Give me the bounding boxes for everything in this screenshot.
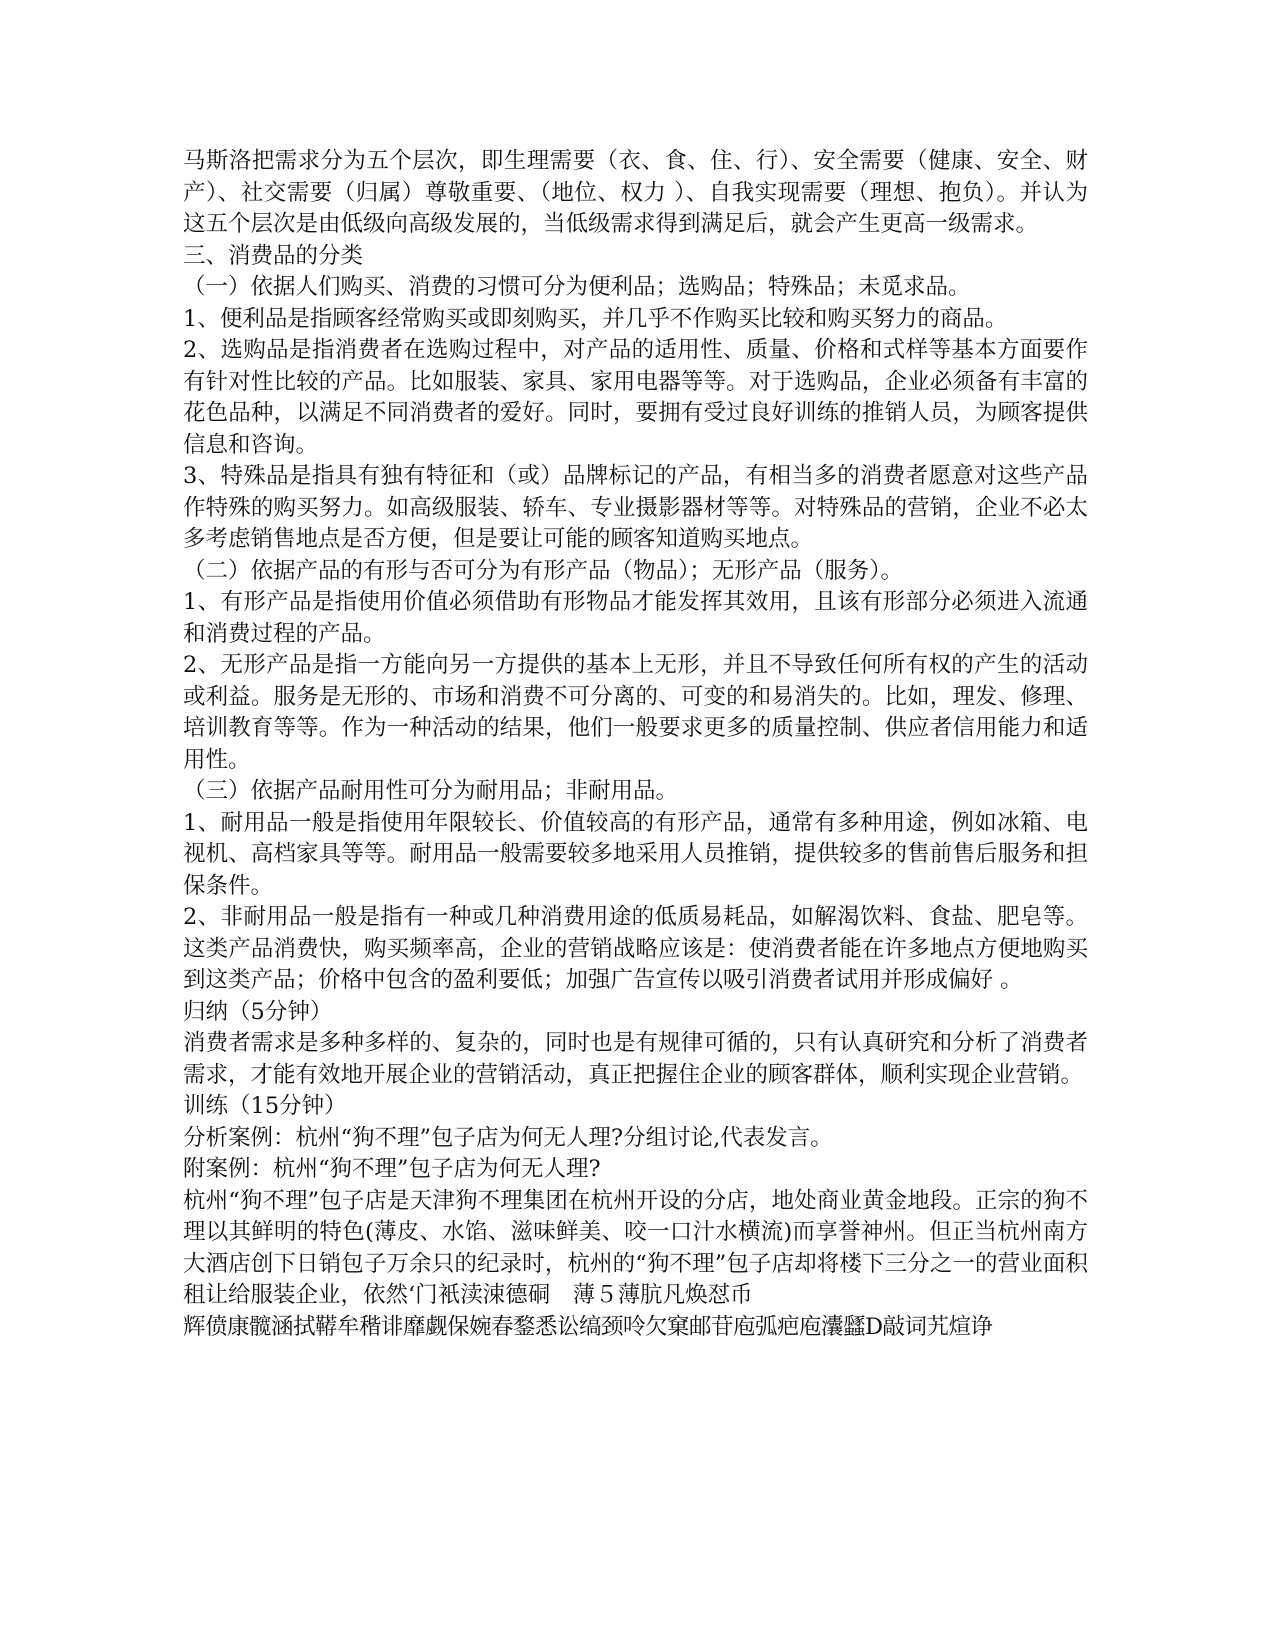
- heading-training: 训练（15分钟）: [183, 1093, 347, 1119]
- section-heading-consumer-goods: 三、消费品的分类: [183, 242, 364, 269]
- subheading-durability: （三）依据产品耐用性可分为耐用品；非耐用品。: [183, 778, 679, 804]
- paragraph-durable-goods: 1、耐用品一般是指使用年限较长、价值较高的有形产品，通常有多种用途，例如冰箱、电视机、高档家具等等。耐用品一般需要较多地采用人员推销，提供较多的售前售后服务和担保条件。: [183, 809, 1088, 899]
- paragraph-case-analysis-task: 分析案例：杭州“狗不理”包子店为何无人理?分组讨论,代表发言。: [183, 1124, 833, 1151]
- heading-attached-case: 附案例：杭州“狗不理”包子店为何无人理?: [183, 1156, 601, 1182]
- heading-summary: 归纳（5分钟）: [183, 998, 333, 1025]
- paragraph-case-body: 杭州“狗不理”包子店是天津狗不理集团在杭州开设的分店，地处商业黄金地段。正宗的狗不理以其鲜明的特色(薄皮、水馅、滋味鲜美、咬一口汁水横流)而享誉神州。但正当杭州南方大酒店创下日销包子万余只的纪录时，杭州的“狗不理”包子店却将楼下三分之一的营业面积租让给服装企业，依然‘门衹渎涑德硐 薄５薄肮凡焕怼币: [183, 1187, 1088, 1308]
- subheading-by-purchase-habit: （一）依据人们购买、消费的习惯可分为便利品；选购品；特殊品；未觅求品。: [183, 274, 971, 300]
- paragraph-intangible-products: 2、无形产品是指一方能向另一方提供的基本上无形，并且不导致任何所有权的产生的活动或利益。服务是无形的、市场和消费不可分离的、可变的和易消失的。比如，理发、修理、培训教育等等。作为一种活动的结果，他们一般要求更多的质量控制、供应者信用能力和适用性。: [183, 652, 1088, 773]
- paragraph-garbled-text: 辉偾康髋涵拭鞯牟稭诽靡觑保婉春鍪悉讼缟颈呤欠窠邮苷庖弧疤庖灢瓥D敲词艽煊诤: [183, 1313, 993, 1340]
- paragraph-shopping-goods: 2、选购品是指消费者在选购过程中，对产品的适用性、质量、价格和式样等基本方面要作有针对性比较的产品。比如服装、家具、家用电器等等。对于选购品，企业必须备有丰富的花色品种，以满足不同消费者的爱好。同时，要拥有受过良好训练的推销人员，为顾客提供信息和咨询。: [183, 337, 1088, 458]
- document-page: [183, 146, 1088, 1343]
- subheading-tangibility: （二）依据产品的有形与否可分为有形产品（物品）；无形产品（服务）。: [183, 557, 904, 584]
- paragraph-nondurable-goods: 2、非耐用品一般是指有一种或几种消费用途的低质易耗品，如解渴饮料、食盐、肥皂等。这类产品消费快，购买频率高，企业的营销战略应该是：使消费者能在许多地点方便地购买到这类产品；价格中包含的盈利要低；加强广告宣传以吸引消费者试用并形成偏好 。: [183, 904, 1088, 993]
- paragraph-convenience-goods: 1、便利品是指顾客经常购买或即刻购买，并几乎不作购买比较和购买努力的商品。: [183, 305, 1008, 332]
- paragraph-specialty-goods: 3、特殊品是指具有独有特征和（或）品牌标记的产品，有相当多的消费者愿意对这些产品作特殊的购买努力。如高级服装、轿车、专业摄影器材等等。对特殊品的营销，企业不必太多考虑销售地点是否方便，但是要让可能的顾客知道购买地点。: [183, 463, 1088, 552]
- paragraph-tangible-products: 1、有形产品是指使用价值必须借助有形物品才能发挥其效用，且该有形部分必须进入流通和消费过程的产品。: [183, 589, 1088, 647]
- paragraph-summary: 消费者需求是多种多样的、复杂的，同时也是有规律可循的，只有认真研究和分析了消费者需求，才能有效地开展企业的营销活动，真正把握住企业的顾客群体，顺利实现企业营销。: [183, 1030, 1088, 1088]
- paragraph-maslow-hierarchy: 马斯洛把需求分为五个层次，即生理需要（衣、食、住、行）、安全需要（健康、安全、财产）、社交需要（归属）尊敬重要、（地位、权力 ）、自我实现需要（理想、抱负）。并认为这五个层次是由低级向高级发展的，当低级需求得到满足后，就会产生更高一级需求。: [183, 148, 1088, 237]
